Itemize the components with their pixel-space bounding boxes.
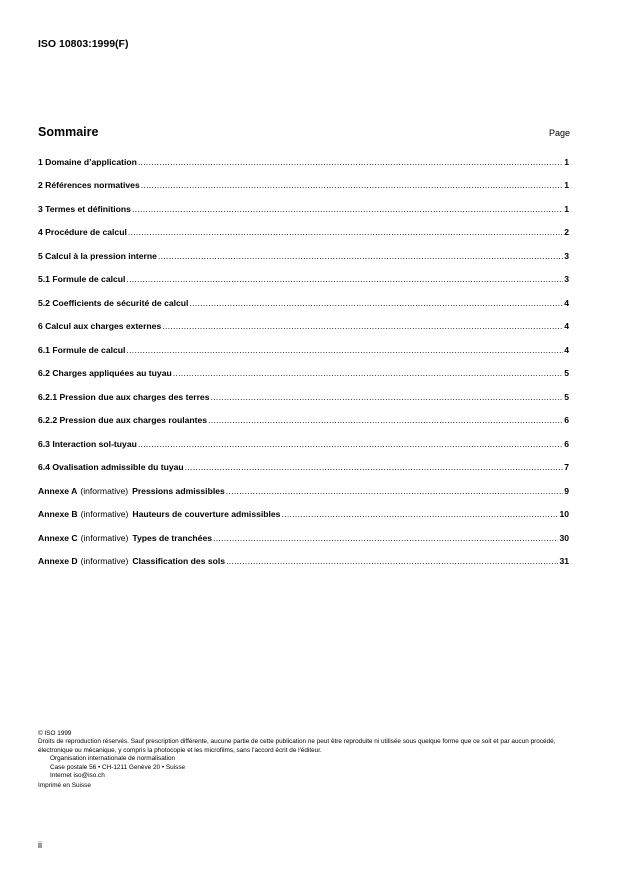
toc-entry-label: 2 Références normatives — [38, 180, 140, 191]
annex-id: Annexe B — [38, 509, 78, 520]
toc-entry[interactable] — [38, 315, 569, 339]
toc-leader-dots — [213, 533, 558, 543]
toc-leader-dots — [226, 486, 563, 496]
toc-leader-dots — [138, 439, 563, 449]
annex-type: (informative) — [80, 485, 129, 496]
table-of-contents — [38, 150, 569, 573]
toc-entry-page: 1 — [564, 156, 569, 167]
toc-entry-label: 6.1 Formule de calcul — [38, 344, 126, 355]
publisher-address: Case postale 56 • CH-1211 Genève 20 • Suisse — [50, 763, 186, 771]
toc-entry-label: 5 Calcul à la pression interne — [38, 250, 157, 261]
toc-leader-dots — [226, 556, 558, 566]
toc-leader-dots — [281, 509, 558, 519]
toc-leader-dots — [185, 462, 564, 472]
copyright-line: © ISO 1999 — [38, 730, 72, 737]
annex-id: Annexe A — [38, 485, 78, 496]
toc-leader-dots — [126, 345, 563, 355]
publisher-org: Organisation internationale de normalisation — [50, 755, 176, 763]
toc-entry-page: 4 — [564, 344, 569, 355]
toc-annex-entry[interactable] — [38, 479, 569, 503]
toc-entry-page: 4 — [564, 321, 569, 332]
toc-entry-label: 6.2 Charges appliquées au tuyau — [38, 368, 172, 379]
toc-entry[interactable] — [38, 268, 569, 292]
document-id: ISO 10803:1999(F) — [38, 38, 129, 50]
toc-entry-page: 7 — [564, 462, 569, 473]
printed-in: Imprimé en Suisse — [38, 782, 91, 790]
toc-annex-label — [38, 556, 225, 566]
rights-statement: Droits de reproduction réservés. Sauf prescription différente, aucune partie de cette publication ne peut être reproduite ni utilisée sous quelque forme que ce soit et par aucun procédé, électronique ou mécanique, y compris la photocopie et les microfilms, sans l'accord écrit de l'éditeur. — [38, 738, 556, 754]
toc-leader-dots — [141, 180, 563, 190]
toc-entry-label: 4 Procédure de calcul — [38, 227, 127, 238]
toc-entry[interactable] — [38, 150, 569, 174]
toc-leader-dots — [138, 157, 563, 167]
toc-entry[interactable] — [38, 174, 569, 198]
toc-entry-label: 5.2 Coefficients de sécurité de calcul — [38, 297, 189, 308]
toc-leader-dots — [158, 251, 563, 261]
toc-leader-dots — [126, 274, 563, 284]
toc-entry[interactable] — [38, 432, 569, 456]
toc-entry-page: 10 — [559, 509, 569, 520]
annex-id: Annexe D — [38, 556, 78, 567]
annex-title: Hauteurs de couverture admissibles — [132, 509, 281, 520]
toc-entry[interactable] — [38, 456, 569, 480]
toc-entry-page: 2 — [564, 227, 569, 238]
toc-entry-label: 5.1 Formule de calcul — [38, 274, 126, 285]
toc-entry-page: 5 — [564, 368, 569, 379]
toc-entry-page: 30 — [559, 532, 569, 543]
page-number: ii — [38, 840, 42, 850]
toc-entry[interactable] — [38, 197, 569, 221]
toc-annex-label — [38, 533, 212, 543]
toc-entry-page: 4 — [564, 297, 569, 308]
toc-entry-label: 6.4 Ovalisation admissible du tuyau — [38, 462, 184, 473]
annex-id: Annexe C — [38, 532, 78, 543]
annex-title: Pressions admissibles — [132, 485, 225, 496]
toc-entry-page: 3 — [564, 274, 569, 285]
toc-annex-entry[interactable] — [38, 550, 569, 574]
annex-title: Types de tranchées — [132, 532, 213, 543]
toc-entry-label: 6.2.2 Pression due aux charges roulantes — [38, 415, 208, 426]
toc-entry-page: 6 — [564, 438, 569, 449]
toc-header — [38, 125, 570, 139]
toc-entry-page: 3 — [564, 250, 569, 261]
toc-entry-page: 1 — [564, 180, 569, 191]
toc-leader-dots — [132, 204, 563, 214]
toc-entry[interactable] — [38, 338, 569, 362]
toc-entry-label: 3 Termes et définitions — [38, 203, 131, 214]
toc-annex-entry[interactable] — [38, 503, 569, 527]
annex-type: (informative) — [80, 556, 129, 567]
toc-leader-dots — [128, 227, 563, 237]
toc-annex-label — [38, 509, 280, 519]
toc-entry-page: 31 — [559, 556, 569, 567]
toc-entry-page: 1 — [564, 203, 569, 214]
publisher-internet: Internet iso@iso.ch — [50, 772, 105, 780]
toc-page-label: Page — [548, 128, 570, 138]
toc-entry-label: 6.2.1 Pression due aux charges des terres — [38, 391, 210, 402]
toc-entry[interactable] — [38, 385, 569, 409]
toc-title: Sommaire — [38, 125, 99, 139]
toc-entry[interactable] — [38, 291, 569, 315]
annex-title: Classification des sols — [132, 556, 226, 567]
toc-annex-entry[interactable] — [38, 526, 569, 550]
annex-type: (informative) — [80, 532, 129, 543]
toc-entry-label: 1 Domaine d’application — [38, 156, 137, 167]
annex-type: (informative) — [80, 509, 129, 520]
toc-entry-page: 6 — [564, 415, 569, 426]
toc-leader-dots — [211, 392, 564, 402]
toc-annex-label — [38, 486, 225, 496]
toc-entry[interactable] — [38, 221, 569, 245]
toc-entry-page: 5 — [564, 391, 569, 402]
toc-leader-dots — [173, 368, 563, 378]
toc-leader-dots — [189, 298, 563, 308]
toc-entry[interactable] — [38, 362, 569, 386]
copyright-notice — [38, 730, 578, 791]
toc-entry-label: 6.3 Interaction sol-tuyau — [38, 438, 137, 449]
toc-leader-dots — [208, 415, 563, 425]
toc-entry-label: 6 Calcul aux charges externes — [38, 321, 162, 332]
toc-entry[interactable] — [38, 244, 569, 268]
toc-entry[interactable] — [38, 409, 569, 433]
toc-entry-page: 9 — [564, 485, 569, 496]
toc-leader-dots — [162, 321, 563, 331]
